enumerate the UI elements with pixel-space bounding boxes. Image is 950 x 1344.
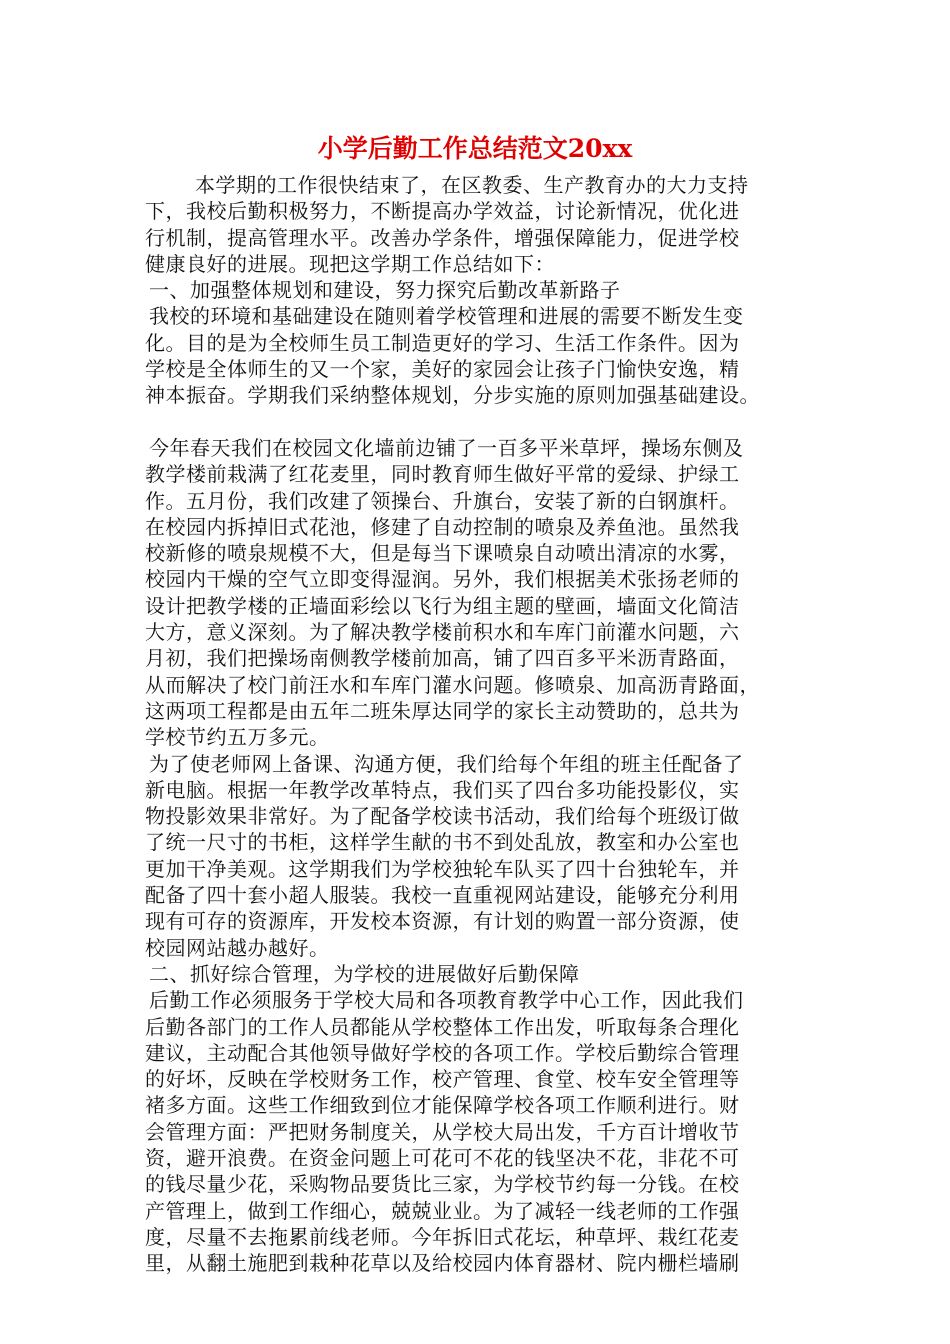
text-line: 这两项工程都是由五年二班朱厚达同学的家长主动赞助的，总共为 [145,698,740,723]
text-line: 行机制，提高管理水平。改善办学条件，增强保障能力，促进学校 [145,225,740,250]
text-line: 设计把教学楼的正墙面彩绘以飞行为组主题的壁画，墙面文化简洁 [145,593,740,618]
section-heading: 二、抓好综合管理，为学校的进展做好后勤保障 [149,961,580,986]
blank-line [145,409,810,435]
text-line: 后勤各部门的工作人员都能从学校整体工作出发，听取每条合理化 [145,1014,740,1039]
text-line: 下，我校后勤积极努力，不断提高办学效益，讨论新情况，优化进 [145,199,740,224]
text-line: 学校是全体师生的又一个家，美好的家园会让孩子门愉快安逸，精 [145,357,740,382]
text-line: 化。目的是为全校师生员工制造更好的学习、生活工作条件。因为 [145,330,740,355]
text-line: 资，避开浪费。在资金问题上可花可不花的钱坚决不花，非花不可 [145,1145,740,1170]
text-line: 的好坏，反映在学校财务工作，校产管理、食堂、校车安全管理等 [145,1067,740,1092]
text-line: 校园内干燥的空气立即变得湿润。另外，我们根据美术张扬老师的 [145,567,740,592]
text-line: 新电脑。根据一年教学改革特点，我们买了四台多功能投影仪，实 [145,777,740,802]
text-line: 里，从翻土施肥到栽种花草以及给校园内体育器材、院内栅栏墙刷 [145,1251,740,1276]
text-line: 健康良好的进展。现把这学期工作总结如下： [145,251,555,276]
text-line: 月初，我们把操场南侧教学楼前加高，铺了四百多平米沥青路面， [145,646,740,671]
section-heading: 一、加强整体规划和建设，努力探究后勤改革新路子 [149,278,621,303]
text-line: 在校园内拆掉旧式花池，修建了自动控制的喷泉及养鱼池。虽然我 [145,514,740,539]
text-line: 作。五月份，我们改建了领操台、升旗台，安装了新的白钢旗杆。 [145,488,740,513]
document-title: 小学后勤工作总结范文20xx [317,134,633,163]
text-line: 建议，主动配合其他领导做好学校的各项工作。学校后勤综合管理 [145,1040,740,1065]
text-line: 现有可存的资源库，开发校本资源，有计划的购置一部分资源，使 [145,909,740,934]
text-line: 后勤工作必须服务于学校大局和各项教育教学中心工作，因此我们 [149,988,744,1013]
text-line: 从而解决了校门前汪水和车库门灌水问题。修喷泉、加高沥青路面， [145,672,760,697]
text-line: 褚多方面。这些工作细致到位才能保障学校各项工作顺利进行。财 [145,1093,740,1118]
text-line: 大方，意义深刻。为了解决教学楼前积水和车库门前灌水问题，六 [145,620,740,645]
text-line: 校新修的喷泉规模不大，但是每当下课喷泉自动喷出清凉的水雾， [145,541,740,566]
document-body [145,172,810,1276]
text-line: 配备了四十套小超人服装。我校一直重视网站建设，能够充分利用 [145,883,740,908]
text-line: 我校的环境和基础建设在随则着学校管理和进展的需要不断发生变 [149,304,744,329]
text-line: 物投影效果非常好。为了配备学校读书活动，我们给每个班级订做 [145,804,740,829]
text-line: 学校节约五万多元。 [145,725,330,750]
text-line: 为了使老师网上备课、沟通方便，我们给每个年组的班主任配备了 [149,751,744,776]
text-line: 更加干净美观。这学期我们为学校独轮车队买了四十台独轮车，并 [145,856,740,881]
text-line: 会管理方面：严把财务制度关，从学校大局出发，千方百计增收节 [145,1119,740,1144]
text-line: 教学楼前栽满了红花麦里，同时教育师生做好平常的爱绿、护绿工 [145,462,740,487]
text-line: 神本振奋。学期我们采纳整体规划，分步实施的原则加强基础建设。 [145,383,760,408]
text-line: 校园网站越办越好。 [145,935,330,960]
text-line: 了统一尺寸的书柜，这样学生献的书不到处乱放，教室和办公室也 [145,830,740,855]
text-line: 度，尽量不去拖累前线老师。今年拆旧式花坛，种草坪、栽红花麦 [145,1224,740,1249]
text-line: 产管理上，做到工作细心，兢兢业业。为了减轻一线老师的工作强 [145,1198,740,1223]
text-line: 本学期的工作很快结束了，在区教委、生产教育办的大力支持 [195,173,749,197]
text-line: 的钱尽量少花，采购物品要货比三家，为学校节约每一分钱。在校 [145,1172,740,1197]
text-line: 今年春天我们在校园文化墙前边铺了一百多平米草坪，操场东侧及 [149,435,744,460]
